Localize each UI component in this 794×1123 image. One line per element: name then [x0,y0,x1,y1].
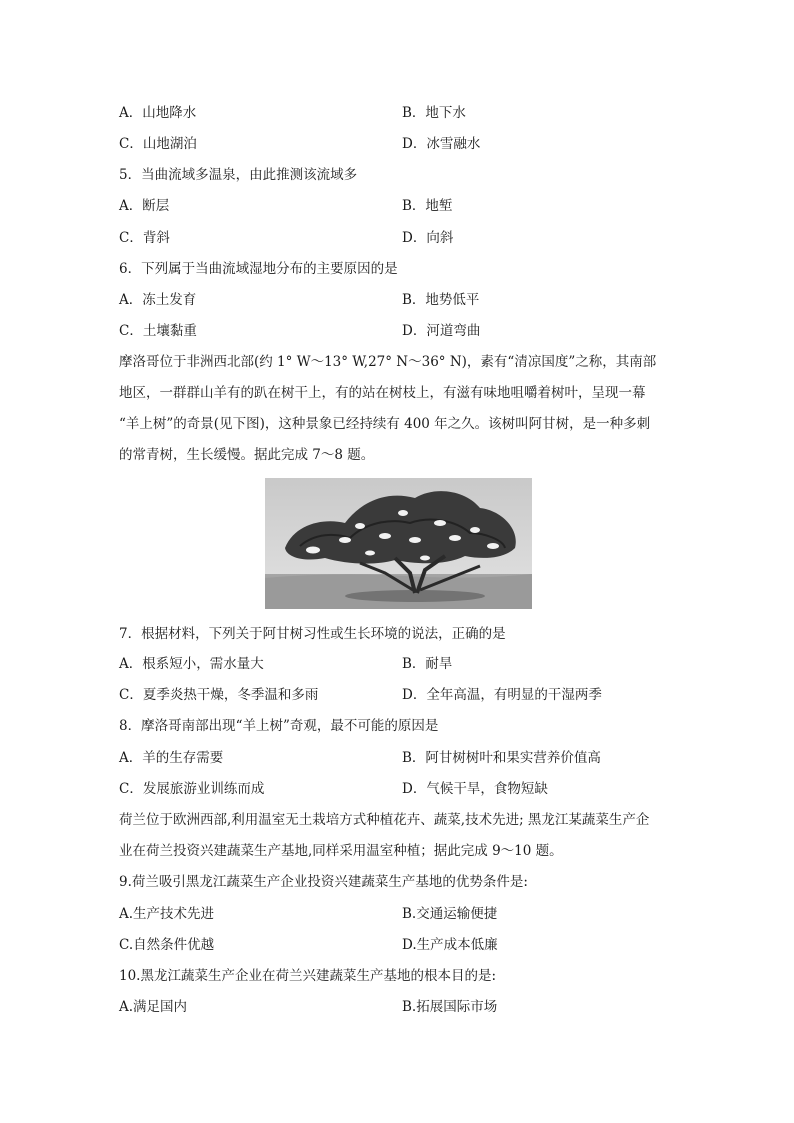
q9-stem: 9.荷兰吸引黑龙江蔬菜生产企业投资兴建蔬菜生产基地的优势条件是: [119,874,528,890]
q10-option-a: A.满足国内 [119,999,188,1015]
q9-option-c: C.自然条件优越 [119,937,215,953]
passage1-line-2: 地区，一群群山羊有的趴在树干上，有的站在树枝上，有滋有味地咀嚼着树叶，呈现一幕 [119,385,646,401]
q5-option-c: C．背斜 [119,230,170,246]
q8-option-b: B．阿甘树树叶和果实营养价值高 [402,750,601,766]
q8-stem: 8．摩洛哥南部出现“羊上树”奇观，最不可能的原因是 [119,718,439,734]
passage2-line-2: 业在荷兰投资兴建蔬菜生产基地,同样采用温室种植；据此完成 9～10 题。 [119,843,563,859]
q8-option-a: A．羊的生存需要 [119,750,224,766]
q9-option-d: D.生产成本低廉 [402,937,498,953]
passage1-line-3: “羊上树”的奇景(见下图)，这种景象已经持续有 400 年之久。该树叫阿甘树，是一种多刺 [119,416,651,432]
q4-option-d: D．冰雪融水 [402,136,481,152]
q6-option-a: A．冻土发育 [119,292,197,308]
q6-stem: 6．下列属于当曲流域湿地分布的主要原因的是 [119,261,398,277]
q7-option-d: D．全年高温，有明显的干湿两季 [402,687,602,703]
q7-option-a: A．根系短小，需水量大 [119,656,264,672]
q10-stem: 10.黑龙江蔬菜生产企业在荷兰兴建蔬菜生产基地的根本目的是: [119,968,497,984]
q4-option-b: B．地下水 [402,105,466,121]
q7-stem: 7．根据材料，下列关于阿甘树习性或生长环境的说法，正确的是 [119,626,506,642]
passage2-line-1: 荷兰位于欧洲西部,利用温室无土栽培方式种植花卉、蔬菜,技术先进; 黑龙江某蔬菜生产企 [119,812,650,828]
q5-option-d: D．向斜 [402,230,454,246]
q6-option-c: C．土壤黏重 [119,323,197,339]
q4-option-c: C．山地湖泊 [119,136,197,152]
q7-option-b: B．耐旱 [402,656,453,672]
q8-option-c: C．发展旅游业训练而成 [119,781,265,797]
q5-option-b: B．地堑 [402,198,453,214]
q5-option-a: A．断层 [119,198,170,214]
passage1-line-4: 的常青树，生长缓慢。据此完成 7～8 题。 [119,447,375,463]
q6-option-b: B．地势低平 [402,292,480,308]
q8-option-d: D．气候干旱，食物短缺 [402,781,548,797]
q5-stem: 5．当曲流域多温泉，由此推测该流域多 [119,167,358,183]
q9-option-b: B.交通运输便捷 [402,906,498,922]
q10-option-b: B.拓展国际市场 [402,999,498,1015]
passage1-line-1: 摩洛哥位于非洲西北部(约 1° W～13° W,27° N～36° N)，素有“清凉国度”之称，其南部 [119,354,657,370]
q7-option-c: C．夏季炎热干燥，冬季温和多雨 [119,687,319,703]
q9-option-a: A.生产技术先进 [119,906,215,922]
q6-option-d: D．河道弯曲 [402,323,481,339]
q4-option-a: A．山地降水 [119,105,197,121]
goats-in-tree-photo [265,478,532,609]
